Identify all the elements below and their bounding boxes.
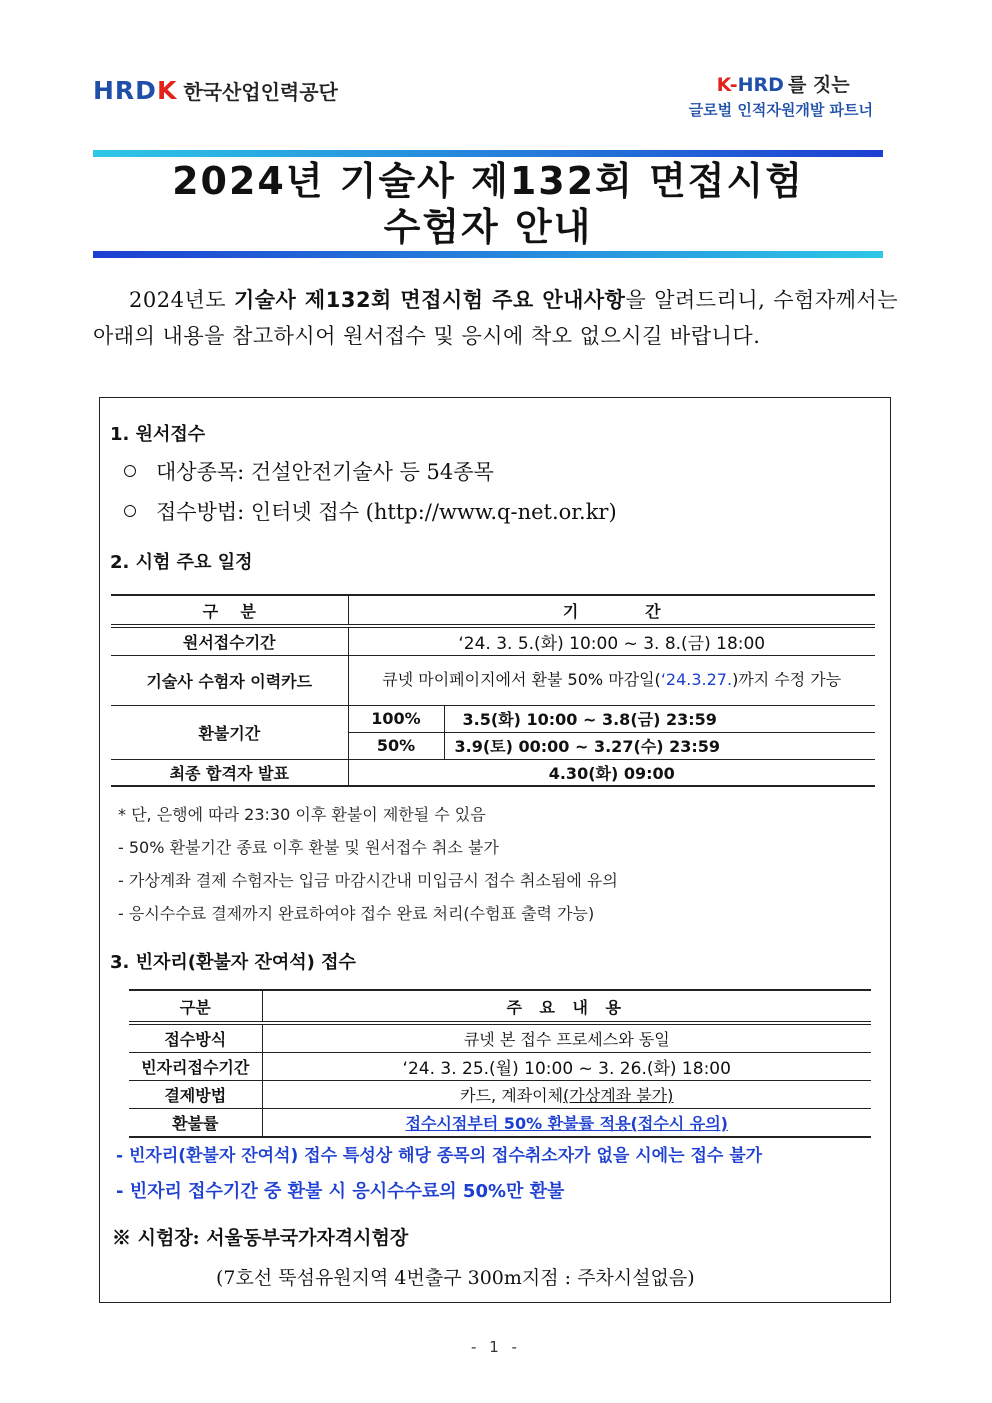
venue-label: ※ 시험장: 서울동부국가자격시험장 — [112, 1227, 409, 1249]
intro-text-2: 을 알려드리니, 수험자께서는 아래의 내용을 참고하시어 원서접수 및 응시에 착오 없으시길 바랍니다. — [93, 288, 898, 348]
khrd-tagline: 글로벌 인적자원개발 파트너 — [688, 101, 873, 119]
title-bar-bottom — [93, 251, 883, 258]
section1-item: 접수방법: 인터넷 접수 (http://www.q-net.or.kr) — [124, 496, 617, 526]
venue-detail: (7호선 뚝섬유원지역 4번출구 300m지점 : 주차시설없음) — [216, 1267, 695, 1289]
circle-bullet-icon — [124, 505, 136, 517]
table-header-row — [111, 595, 875, 626]
col-header: 기 간 — [348, 595, 875, 626]
khrd-logo: K-HRD 를 짓는 글로벌 인적자원개발 파트너 — [688, 74, 873, 119]
schedule-table — [111, 594, 875, 787]
note-line: - 응시수수료 결제까지 완료하여야 접수 완료 처리(수험표 출력 가능) — [118, 904, 595, 923]
intro-bold: 기술사 제132회 면접시험 주요 안내사항 — [233, 288, 626, 312]
note-line: - 빈자리(환불자 잔여석) 접수 특성상 해당 종목의 접수취소자가 없을 시에는 접수 불가 — [116, 1146, 763, 1166]
section1-item: 대상종목: 건설안전기술사 등 54종목 — [124, 456, 494, 486]
table-row: 접수방식 큐넷 본 접수 프로세스와 동일 — [129, 1023, 871, 1053]
vacancy-notes — [116, 1138, 762, 1210]
intro-paragraph — [93, 282, 898, 354]
header — [93, 70, 883, 120]
page-number: - 1 - — [471, 1338, 521, 1356]
table-row: 환불률 접수시점부터 50% 환불률 적용(접수시 유의) — [129, 1109, 871, 1138]
hrdk-logo-mark: HRDK — [93, 76, 178, 105]
title-line2: 수험자 안내 — [383, 205, 593, 249]
schedule-notes — [118, 798, 618, 930]
table-row: 최종 합격자 발표 4.30(화) 09:00 — [111, 759, 875, 786]
col-header: 주 요 내 용 — [262, 990, 871, 1023]
hrdk-logo — [93, 76, 338, 105]
section3-title: 3. 빈자리(환불자 잔여석) 접수 — [110, 952, 356, 973]
note-line: * 단, 은행에 따라 23:30 이후 환불이 제한될 수 있음 — [118, 805, 486, 824]
content-box — [99, 397, 891, 1303]
venue-info — [112, 1218, 695, 1298]
note-line: - 50% 환불기간 종료 이후 환불 및 원서접수 취소 불가 — [118, 838, 499, 857]
vacancy-table — [129, 989, 871, 1138]
intro-text-1: 2024년도 — [129, 288, 234, 312]
circle-bullet-icon — [124, 465, 136, 477]
title-bar-top — [93, 150, 883, 157]
table-row: 결제방법 카드, 계좌이체(가상계좌 불가) — [129, 1081, 871, 1109]
section2-title: 2. 시험 주요 일정 — [110, 552, 253, 573]
section1-title: 1. 원서접수 — [110, 424, 206, 445]
title-block — [93, 150, 883, 258]
table-row: 원서접수기간 ‘24. 3. 5.(화) 10:00 ~ 3. 8.(금) 18:00 — [111, 626, 875, 655]
title-line1: 2024년 기술사 제132회 면접시험 — [172, 159, 804, 203]
col-header: 구 분 — [111, 595, 348, 626]
col-header: 구분 — [129, 990, 262, 1023]
page-title — [93, 158, 883, 250]
table-row: 빈자리접수기간 ‘24. 3. 25.(월) 10:00 ~ 3. 26.(화) 18:00 — [129, 1053, 871, 1081]
table-row: 기술사 수험자 이력카드 큐넷 마이페이지에서 환불 50% 마감일(‘24.3.27.)까지 수정 가능 — [111, 655, 875, 705]
table-header-row — [129, 990, 871, 1023]
khrd-suffix: 를 짓는 — [787, 74, 850, 96]
org-name: 한국산업인력공단 — [183, 80, 338, 104]
table-row: 환불기간 100% 3.5(화) 10:00 ~ 3.8(금) 23:59 — [111, 705, 875, 732]
note-line: - 빈자리 접수기간 중 환불 시 응시수수료의 50%만 환불 — [116, 1181, 565, 1202]
table-row: 50% 3.9(토) 00:00 ~ 3.27(수) 23:59 — [111, 732, 875, 759]
note-line: - 가상계좌 결제 수험자는 입금 마감시간내 미입금시 접수 취소됨에 유의 — [118, 871, 618, 890]
